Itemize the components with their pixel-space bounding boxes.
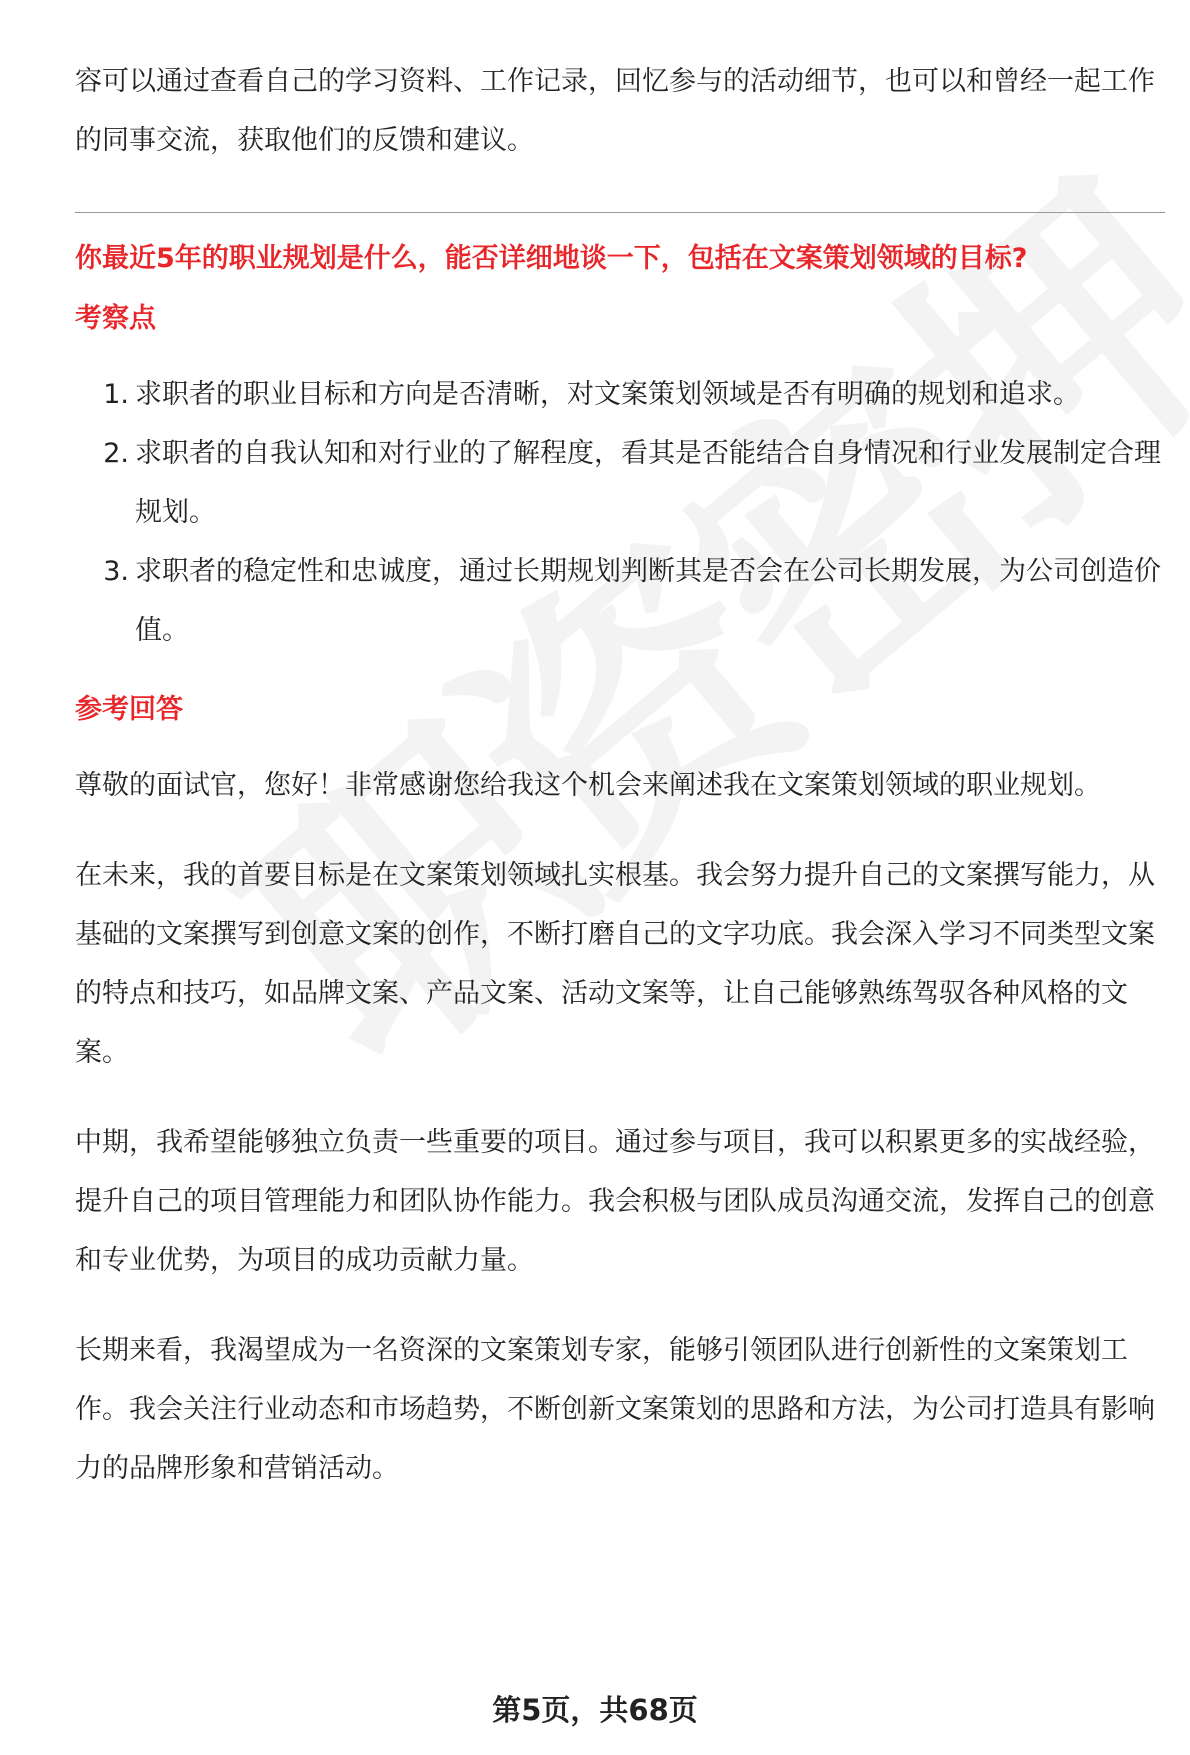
list-item-text: 求职者的自我认知和对行业的了解程度，看其是否能结合自身情况和行业发展制定合理规划。 <box>135 438 1161 528</box>
section-divider <box>75 212 1165 213</box>
list-item <box>75 542 1165 660</box>
document-body <box>75 52 1165 1529</box>
points-list <box>75 365 1165 660</box>
list-item-text: 求职者的职业目标和方向是否清晰，对文案策划领域是否有明确的规划和追求。 <box>135 379 1080 410</box>
question-heading: 你最近5年的职业规划是什么，能否详细地谈一下，包括在文案策划领域的目标? <box>75 243 1028 274</box>
answer-paragraph: 长期来看，我渴望成为一名资深的文案策划专家，能够引领团队进行创新性的文案策划工作。我会关注行业动态和市场趋势，不断创新文案策划的思路和方法，为公司打造具有影响力的品牌形象和营销活动。 <box>75 1335 1155 1484</box>
list-item <box>75 424 1165 542</box>
answer-paragraph: 尊敬的面试官，您好！非常感谢您给我这个机会来阐述我在文案策划领域的职业规划。 <box>75 770 1101 801</box>
points-section-title: 考察点 <box>75 303 156 334</box>
list-item-number: 3. <box>103 556 129 587</box>
answer-paragraph: 在未来，我的首要目标是在文案策划领域扎实根基。我会努力提升自己的文案撰写能力，从基础的文案撰写到创意文案的创作，不断打磨自己的文字功底。我会深入学习不同类型文案的特点和技巧，如品牌文案、产品文案、活动文案等，让自己能够熟练驾驭各种风格的文案。 <box>75 860 1155 1068</box>
answer-section-title: 参考回答 <box>75 694 183 725</box>
page-footer: 第5页，共68页 <box>492 1693 698 1727</box>
answer-paragraph: 中期，我希望能够独立负责一些重要的项目。通过参与项目，我可以积累更多的实战经验，提升自己的项目管理能力和团队协作能力。我会积极与团队成员沟通交流，发挥自己的创意和专业优势，为项目的成功贡献力量。 <box>75 1127 1155 1276</box>
answer-body <box>75 756 1165 1498</box>
list-item-text: 求职者的稳定性和忠诚度，通过长期规划判断其是否会在公司长期发展，为公司创造价值。 <box>135 556 1161 646</box>
list-item-number: 2. <box>103 438 129 469</box>
list-item <box>75 365 1165 424</box>
list-item-number: 1. <box>103 379 129 410</box>
intro-paragraph: 容可以通过查看自己的学习资料、工作记录，回忆参与的活动细节，也可以和曾经一起工作的同事交流，获取他们的反馈和建议。 <box>75 66 1155 156</box>
